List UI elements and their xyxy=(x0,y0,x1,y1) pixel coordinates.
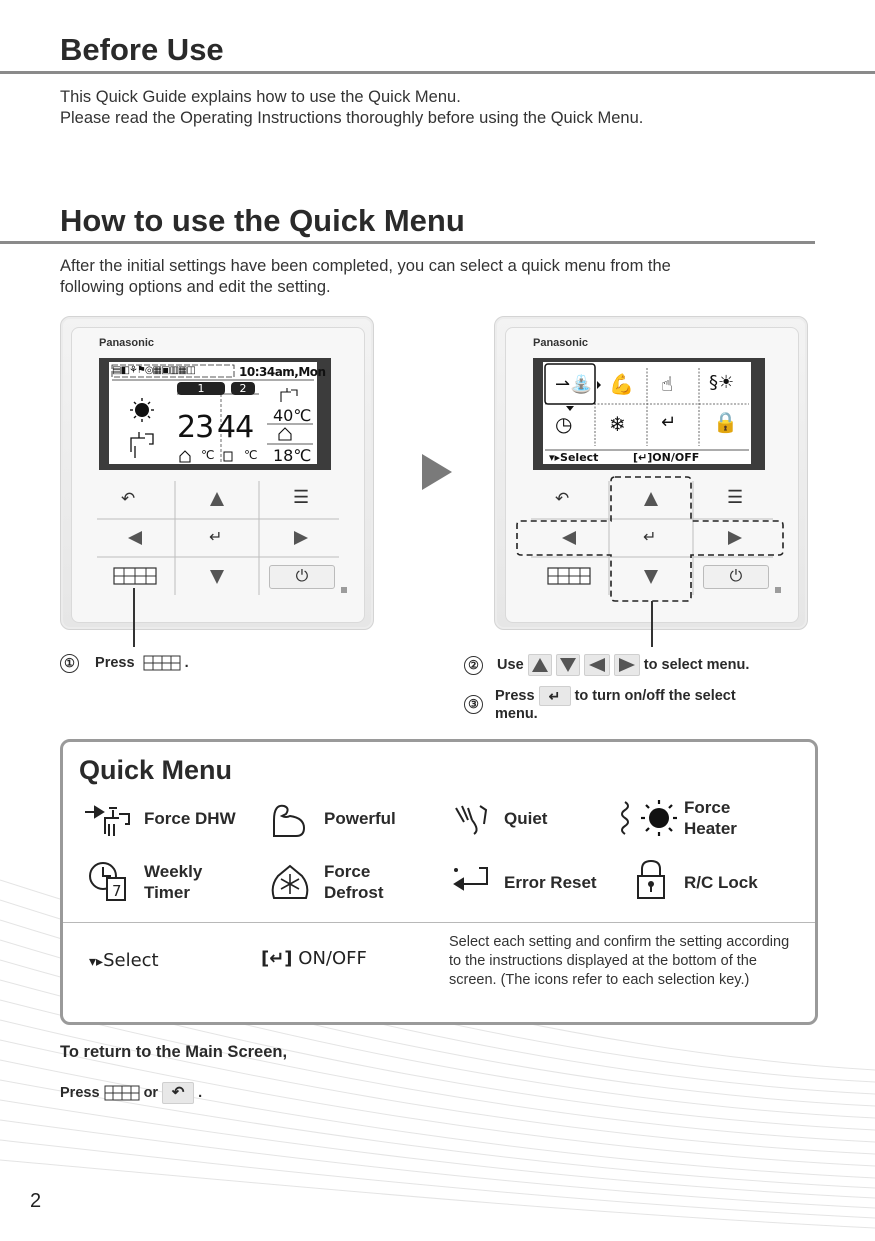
force-dhw-icon xyxy=(83,800,135,838)
quick-menu-divider xyxy=(63,922,815,923)
unit1: ℃ xyxy=(201,448,215,462)
force-heater-icon: §☀ xyxy=(709,372,735,393)
quiet-icon: ☝ xyxy=(661,372,674,396)
up-key-icon xyxy=(528,654,552,676)
enter-bracket-icon: [↵] xyxy=(261,948,293,969)
remote-controller-right xyxy=(494,316,808,630)
tank-temp: 40℃ xyxy=(273,406,312,425)
return-end: . xyxy=(198,1084,203,1101)
up-button[interactable] xyxy=(643,491,659,507)
onoff-hint: [↵] ON/OFF xyxy=(261,948,367,969)
force-dhw-icon: ⇀⛲ xyxy=(555,374,593,395)
down-button[interactable] xyxy=(209,569,225,585)
rc-lock-icon: 🔒 xyxy=(713,410,738,434)
label-quiet: Quiet xyxy=(504,809,548,828)
menu-button[interactable]: ☰ xyxy=(727,487,744,507)
zone2-temp: 44 xyxy=(217,410,254,445)
powerful-icon: 💪 xyxy=(609,372,634,396)
how-to-rule xyxy=(0,241,815,244)
quiet-icon xyxy=(450,800,490,838)
onoff-hint: [↵]ON/OFF xyxy=(633,451,700,464)
before-use-line2: Please read the Operating Instructions thoroughly before using the Quick Menu. xyxy=(60,109,644,127)
up-button[interactable] xyxy=(209,491,225,507)
label-weekly-timer: Weekly Timer xyxy=(144,862,203,902)
step-1-end: . xyxy=(184,655,189,671)
step-3-press: Press xyxy=(495,687,535,704)
how-to-line1: After the initial settings have been completed, you can select a quick menu from the xyxy=(60,257,671,275)
down-button[interactable] xyxy=(643,569,659,585)
step-3-number: ③ xyxy=(464,695,483,714)
quick-menu-note: Select each setting and confirm the setting according to the instructions displayed at the bottom of the screen. (The icons refer to each selection key.) xyxy=(449,934,790,988)
zone2-badge: 2 xyxy=(231,382,255,395)
enter-button[interactable]: ↵ xyxy=(209,529,223,546)
power-button[interactable]: ⏻ xyxy=(269,565,335,589)
force-heater-icon xyxy=(619,798,679,838)
brand-logo: Panasonic xyxy=(99,337,155,349)
force-defrost-icon xyxy=(268,862,312,902)
how-to-title: How to use the Quick Menu xyxy=(60,203,465,238)
status-led xyxy=(341,587,347,593)
right-key-icon xyxy=(614,654,640,676)
pointer-line-2 xyxy=(651,601,653,647)
before-use-rule xyxy=(0,71,875,74)
step-1-number: ① xyxy=(60,654,79,673)
left-button[interactable] xyxy=(561,530,577,546)
select-arrows-icon: ▾▸ xyxy=(89,954,104,970)
step-2-end: to select menu. xyxy=(643,656,750,673)
label-rc-lock: R/C Lock xyxy=(684,873,758,892)
left-key-icon xyxy=(584,654,610,676)
step-2-number: ② xyxy=(464,656,483,675)
label-force-defrost: Force Defrost xyxy=(324,862,384,902)
return-press: Press xyxy=(60,1084,100,1101)
svg-text:7: 7 xyxy=(112,882,122,900)
quick-menu-key-icon xyxy=(143,655,181,671)
return-instruction xyxy=(60,1082,202,1104)
step-3-end2: menu. xyxy=(495,706,538,722)
step-2 xyxy=(464,654,749,676)
before-use-line1: This Quick Guide explains how to use the Quick Menu. xyxy=(60,88,461,106)
remote-controller-left xyxy=(60,316,374,630)
quick-menu-button[interactable] xyxy=(547,567,591,585)
error-reset-icon xyxy=(451,864,491,898)
page-number: 2 xyxy=(30,1190,42,1212)
back-key-icon: ↶ xyxy=(162,1082,194,1104)
powerful-icon xyxy=(270,800,308,838)
label-powerful: Powerful xyxy=(324,809,396,828)
down-key-icon xyxy=(556,654,580,676)
weekly-timer-icon xyxy=(87,860,129,904)
outdoor-temp: 18℃ xyxy=(273,446,312,465)
brand-logo: Panasonic xyxy=(533,337,589,349)
back-button[interactable]: ↶ xyxy=(121,489,136,508)
clock: 10:34am,Mon xyxy=(239,365,326,379)
enter-button[interactable]: ↵ xyxy=(643,529,657,546)
before-use-title: Before Use xyxy=(60,32,224,67)
status-led xyxy=(775,587,781,593)
menu-button[interactable]: ☰ xyxy=(293,487,310,507)
right-button[interactable] xyxy=(727,530,743,546)
quick-menu-box xyxy=(60,739,818,1025)
force-defrost-icon: ❄ xyxy=(609,412,626,436)
select-hint: ▾▸Select xyxy=(89,950,159,971)
left-button[interactable] xyxy=(127,530,143,546)
quick-menu-button[interactable] xyxy=(113,567,157,585)
mode-icons-strip: ▤◧⚘⚑◎▦▣▥▦◫ xyxy=(112,365,195,376)
right-button[interactable] xyxy=(293,530,309,546)
next-arrow-icon xyxy=(420,452,454,492)
label-force-heater: Force Heater xyxy=(684,798,737,838)
power-button[interactable]: ⏻ xyxy=(703,565,769,589)
unit2: ℃ xyxy=(244,448,258,462)
weekly-timer-icon: ◷ xyxy=(555,412,573,436)
back-button[interactable]: ↶ xyxy=(555,489,570,508)
step-1-press: Press xyxy=(95,655,135,671)
label-error-reset: Error Reset xyxy=(504,873,597,892)
how-to-line2: following options and edit the setting. xyxy=(60,278,331,296)
quick-menu-title: Quick Menu xyxy=(79,755,233,785)
zone1-temp: 23 xyxy=(177,410,214,445)
step-2-use: Use xyxy=(497,656,524,673)
enter-key-icon: ↵ xyxy=(539,686,571,706)
label-force-dhw: Force DHW xyxy=(144,809,236,828)
step-1 xyxy=(60,654,189,673)
quick-menu-key-icon xyxy=(104,1085,140,1101)
return-heading: To return to the Main Screen, xyxy=(60,1043,288,1061)
return-or: or xyxy=(143,1084,159,1101)
pointer-line-1 xyxy=(133,588,135,647)
select-hint: ▾▸Select xyxy=(549,451,599,464)
rc-lock-icon xyxy=(635,858,667,902)
zone1-badge: 1 xyxy=(177,382,225,395)
step-3-end: to turn on/off the select xyxy=(574,687,736,704)
error-reset-icon: ↵ xyxy=(661,412,677,433)
